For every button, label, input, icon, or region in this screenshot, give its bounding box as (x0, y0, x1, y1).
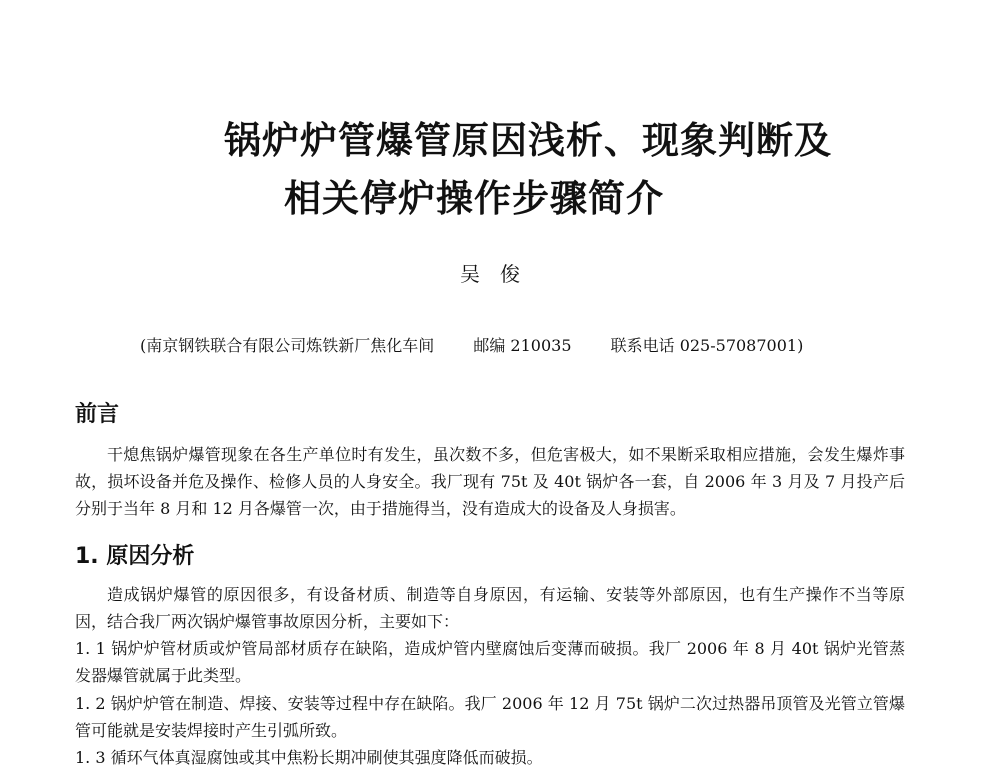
author-name: 吴俊 (460, 262, 540, 286)
paper-title-line-2: 相关停炉操作步骤简介 (284, 177, 664, 220)
preface-paragraph: 干熄焦锅炉爆管现象在各生产单位时有发生，虽次数不多，但危害极大，如不果断采取相应措施，会发生爆炸事故，损坏设备并危及操作、检修人员的人身安全。我厂现有 75t 及 40t 锅炉各一套，自 2006 年 3 月及 7 月投产后分别于当年 8 月和 12 月各爆管一次，由于措施得当，没有造成大的设备及人身损害。 (75, 445, 905, 518)
preface-heading: 前言 (75, 402, 120, 427)
section-1-item-1: 1. 1 锅炉炉管材质或炉管局部材质存在缺陷，造成炉管内壁腐蚀后变薄而破损。我厂 2006 年 8 月 40t 锅炉光管蒸发器爆管就属于此类型。 (75, 639, 905, 685)
paper-title-line-1: 锅炉炉管爆管原因浅析、现象判断及 (224, 119, 832, 162)
section-1-intro-paragraph: 造成锅炉爆管的原因很多，有设备材质、制造等自身原因，有运输、安装等外部原因，也有生产操作不当等原因，结合我厂两次锅炉爆管事故原因分析，主要如下： (75, 585, 905, 631)
section-1-item-2: 1. 2 锅炉炉管在制造、焊接、安装等过程中存在缺陷。我厂 2006 年 12 月 75t 锅炉二次过热器吊顶管及光管立管爆管可能就是安装焊接时产生引弧所致。 (75, 694, 905, 740)
affiliation-phone: 联系电话 025-57087001) (610, 336, 804, 355)
affiliation-organization: (南京钢铁联合有限公司炼铁新厂焦化车间 (140, 336, 435, 355)
section-1-heading: 1. 原因分析 (75, 544, 195, 569)
author-affiliation (140, 333, 803, 356)
section-1-item-3: 1. 3 循环气体真湿腐蚀或其中焦粉长期冲刷使其强度降低而破损。 (75, 748, 543, 767)
affiliation-postcode: 邮编 210035 (473, 336, 572, 355)
